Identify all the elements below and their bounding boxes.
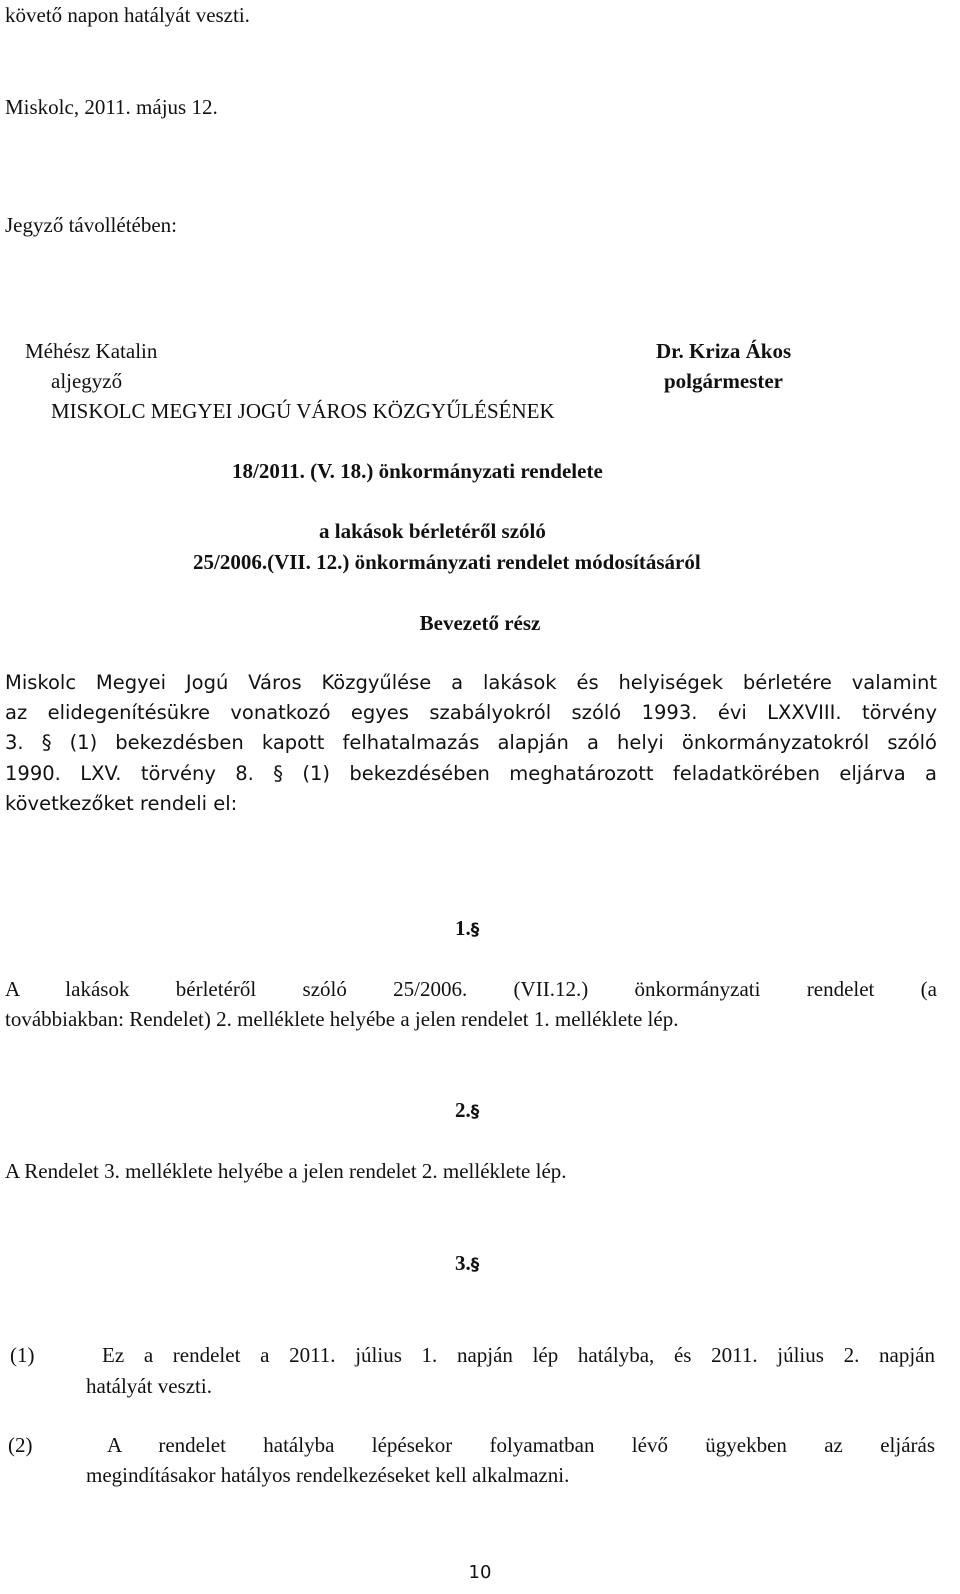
section-symbol: § <box>470 920 480 940</box>
signatory-left-title: aljegyző <box>51 369 123 393</box>
section-1-heading <box>455 915 479 943</box>
signatory-left-name: Méhész Katalin <box>25 339 158 363</box>
paragraph-2-line: A rendelet hatályba lépésekor folyamatban lévő ügyekben az eljárás <box>107 1433 935 1457</box>
continued-text-line: követő napon hatályát veszti. <box>5 3 250 27</box>
section-2-number: 2. <box>455 1098 471 1122</box>
section-1-line: továbbiakban: Rendelet) 2. melléklete helyébe a jelen rendelet 1. melléklete lép. <box>5 1007 679 1031</box>
paragraph-1-line: hatályát veszti. <box>86 1374 212 1398</box>
section-symbol: § <box>470 1102 480 1122</box>
regulation-number: 18/2011. (V. 18.) önkormányzati rendelete <box>232 459 603 483</box>
signatory-right-name: Dr. Kriza Ákos <box>656 339 792 363</box>
section-3-heading <box>455 1250 479 1278</box>
paragraph-label: (1) <box>10 1343 35 1367</box>
regulation-amendment-title: 25/2006.(VII. 12.) önkormányzati rendelet módosításáról <box>193 550 701 574</box>
signatory-right-title: polgármester <box>664 369 783 393</box>
intro-line: következőket rendeli el: <box>5 792 238 815</box>
paragraph-2-line: megindításakor hatályos rendelkezéseket kell alkalmazni. <box>86 1463 570 1487</box>
section-1-line: A lakások bérletéről szóló 25/2006. (VII.12.) önkormányzati rendelet (a <box>5 977 937 1001</box>
section-3-number: 3. <box>455 1251 471 1275</box>
section-2-line: A Rendelet 3. melléklete helyébe a jelen rendelet 2. melléklete lép. <box>5 1159 567 1183</box>
paragraph-1-line: Ez a rendelet a 2011. július 1. napján lép hatályba, és 2011. július 2. napján <box>102 1343 935 1367</box>
section-symbol: § <box>470 1255 480 1275</box>
intro-line: 3. § (1) bekezdésben kapott felhatalmazás alapján a helyi önkormányzatokról szóló <box>5 731 937 754</box>
regulation-subject: a lakások bérletéről szóló <box>319 519 546 543</box>
place-and-date: Miskolc, 2011. május 12. <box>5 95 218 119</box>
paragraph-label: (2) <box>8 1433 33 1457</box>
page-number: 10 <box>468 1562 492 1583</box>
section-1-number: 1. <box>455 916 471 940</box>
absence-note: Jegyző távollétében: <box>5 213 178 237</box>
intro-line: 1990. LXV. törvény 8. § (1) bekezdésében meghatározott feladatkörében eljárva a <box>5 762 937 785</box>
council-heading: MISKOLC MEGYEI JOGÚ VÁROS KÖZGYŰLÉSÉNEK <box>51 399 555 423</box>
intro-line: az elidegenítésükre vonatkozó egyes szabályokról szóló 1993. évi LXXVIII. törvény <box>5 701 937 724</box>
section-2-heading <box>455 1097 479 1125</box>
intro-title: Bevezető rész <box>419 611 541 635</box>
intro-line: Miskolc Megyei Jogú Város Közgyűlése a lakások és helyiségek bérletére valamint <box>5 671 937 694</box>
